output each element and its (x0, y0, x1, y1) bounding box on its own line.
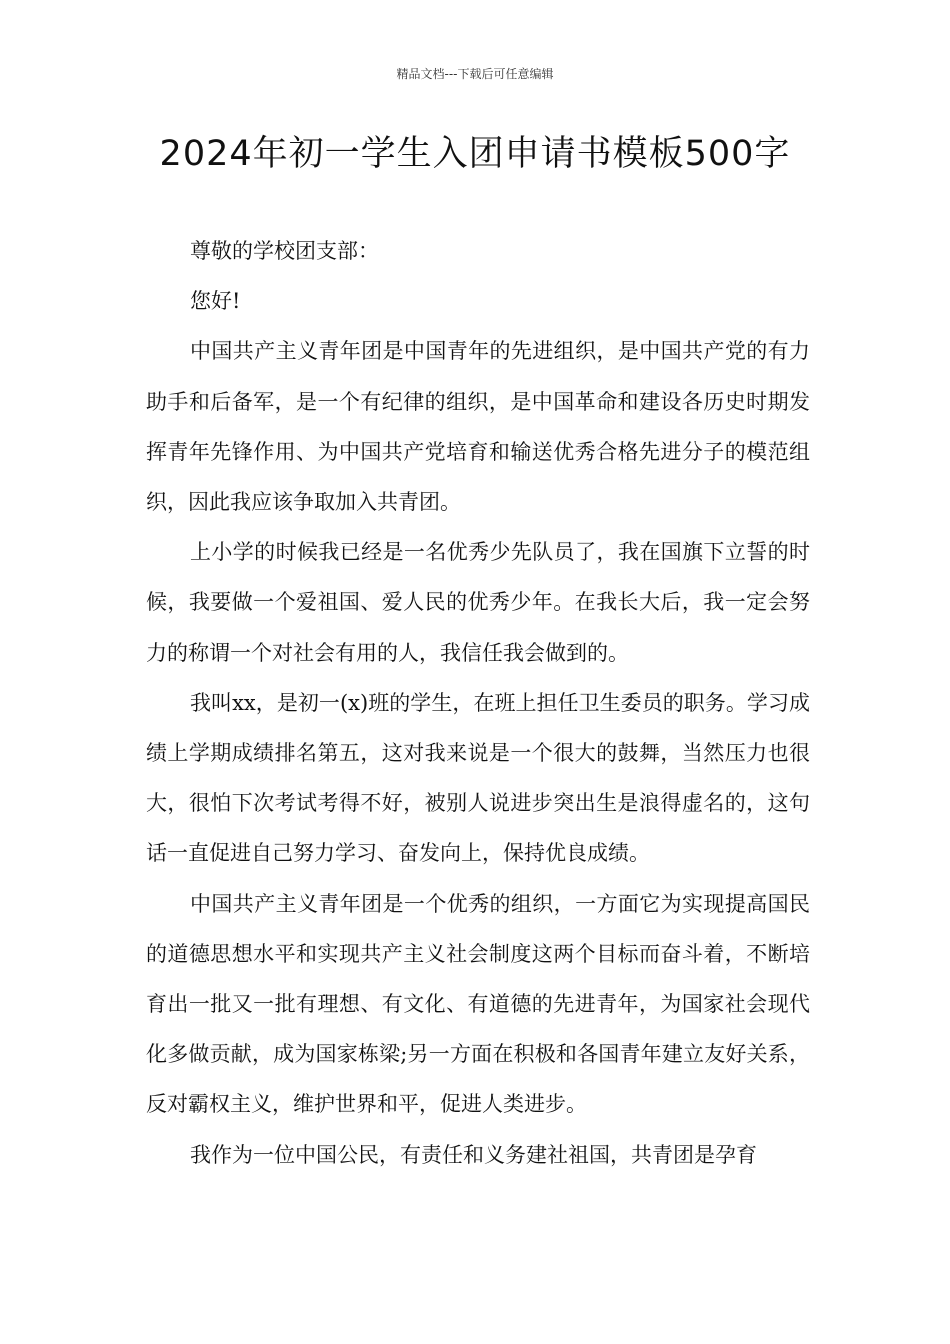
greeting: 您好! (190, 289, 241, 314)
document-body (146, 226, 810, 1180)
paragraph: 我作为一位中国公民，有责任和义务建社祖国，共青团是孕育 (190, 1142, 757, 1167)
paragraph: 中国共产主义青年团是中国青年的先进组织，是中国共产党的有力助手和后备军，是一个有纪律的组织，是中国革命和建设各历史时期发挥青年先锋作用、为中国共产党培育和输送优秀合格先进分子的模范组织，因此我应该争取加入共青团。 (146, 339, 810, 515)
salutation: 尊敬的学校团支部： (190, 239, 379, 263)
paragraph: 上小学的时候我已经是一名优秀少先队员了，我在国旗下立誓的时候，我要做一个爱祖国、爱人民的优秀少年。在我长大后，我一定会努力的称谓一个对社会有用的人，我信任我会做到的。 (146, 540, 810, 665)
paragraph: 我叫xx，是初一(x)班的学生，在班上担任卫生委员的职务。学习成绩上学期成绩排名第五，这对我来说是一个很大的鼓舞，当然压力也很大，很怕下次考试考得不好，被别人说进步突出生是浪得虚名的，这句话一直促进自己努力学习、奋发向上，保持优良成绩。 (146, 690, 810, 866)
header-note: 精品文档---下载后可任意编辑 (396, 67, 554, 81)
page-title: 2024年初一学生入团申请书模板500字 (159, 134, 791, 174)
paragraph: 中国共产主义青年团是一个优秀的组织，一方面它为实现提高国民的道德思想水平和实现共产主义社会制度这两个目标而奋斗着，不断培育出一批又一批有理想、有文化、有道德的先进青年，为国家社会现代化多做贡献，成为国家栋梁;另一方面在积极和各国青年建立友好关系，反对霸权主义，维护世界和平，促进人类进步。 (146, 891, 810, 1117)
